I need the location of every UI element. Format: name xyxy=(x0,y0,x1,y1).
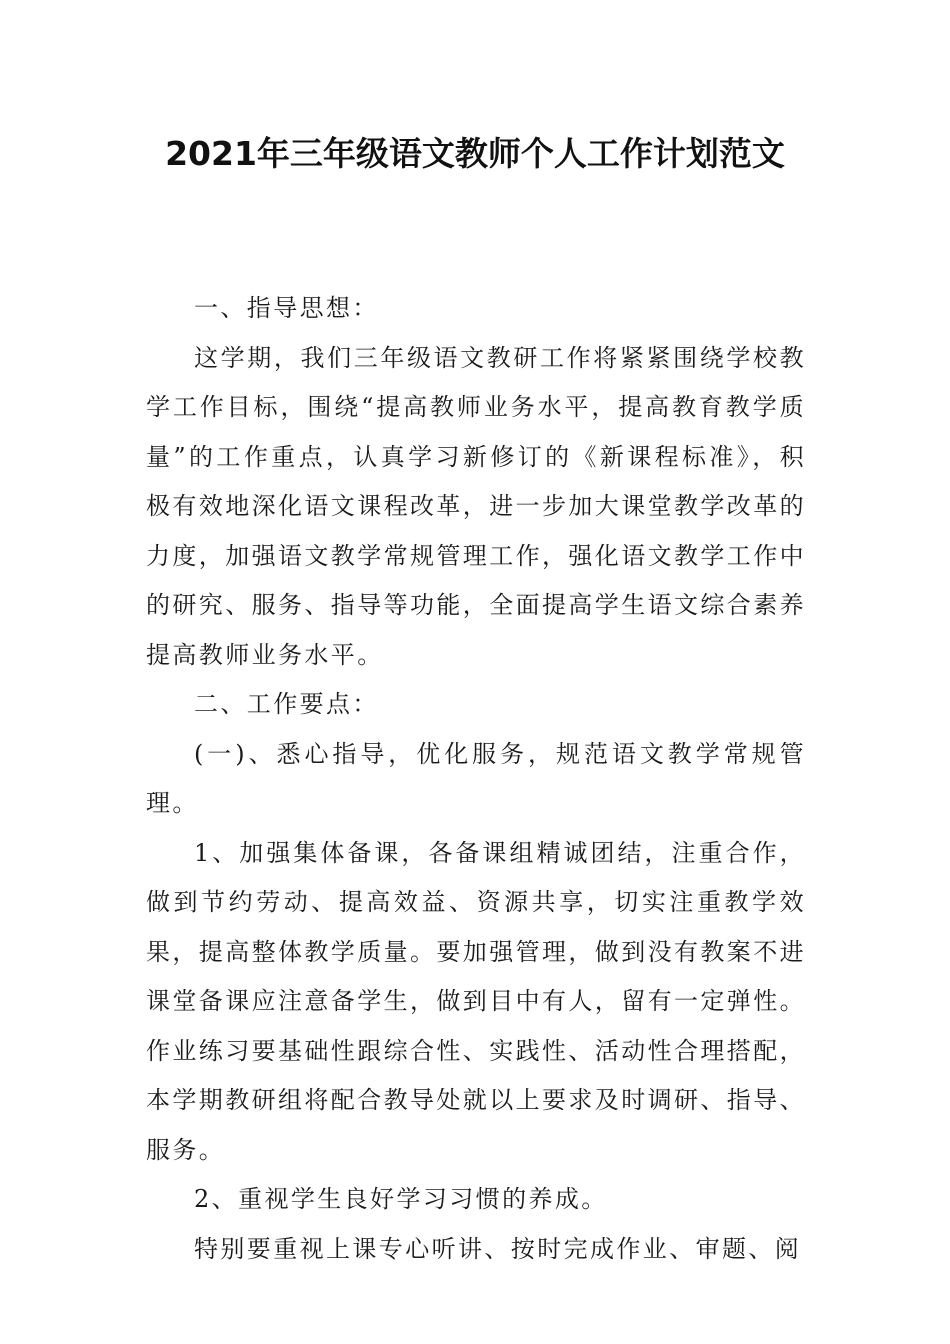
paragraph-item-1: 1、加强集体备课，各备课组精诚团结，注重合作，做到节约劳动、提高效益、资源共享，切实注重教学效果，提高整体教学质量。要加强管理，做到没有教案不进课堂备课应注意备学生，做到目中有人，留有一定弹性。作业练习要基础性跟综合性、实践性、活动性合理搭配，本学期教研组将配合教导处就以上要求及时调研、指导、服务。 xyxy=(146,838,806,1164)
section-heading-guiding-ideology: 一、指导思想： xyxy=(194,294,379,322)
subsection-heading-1: (一)、悉心指导，优化服务，规范语文教学常规管理。 xyxy=(146,739,806,817)
paragraph-item-2-body: 特别要重视上课专心听讲、按时完成作业、审题、阅 xyxy=(194,1234,802,1263)
paragraph-guiding-ideology: 这学期，我们三年级语文教研工作将紧紧围绕学校教学工作目标，围绕“提高教师业务水平，提高教育教学质量”的工作重点，认真学习新修订的《新课程标准》，积极有效地深化语文课程改革，进一步加大课堂教学改革的力度，加强语文教学常规管理工作，强化语文教学工作中的研究、服务、指导等功能，全面提高学生语文综合素养提高教师业务水平。 xyxy=(146,343,806,669)
document-title: 2021年三年级语文教师个人工作计划范文 xyxy=(165,134,785,173)
section-heading-work-points: 二、工作要点： xyxy=(194,690,379,718)
document-body xyxy=(146,284,806,1274)
paragraph-item-2-heading: 2、重视学生良好学习习惯的养成。 xyxy=(194,1185,608,1213)
